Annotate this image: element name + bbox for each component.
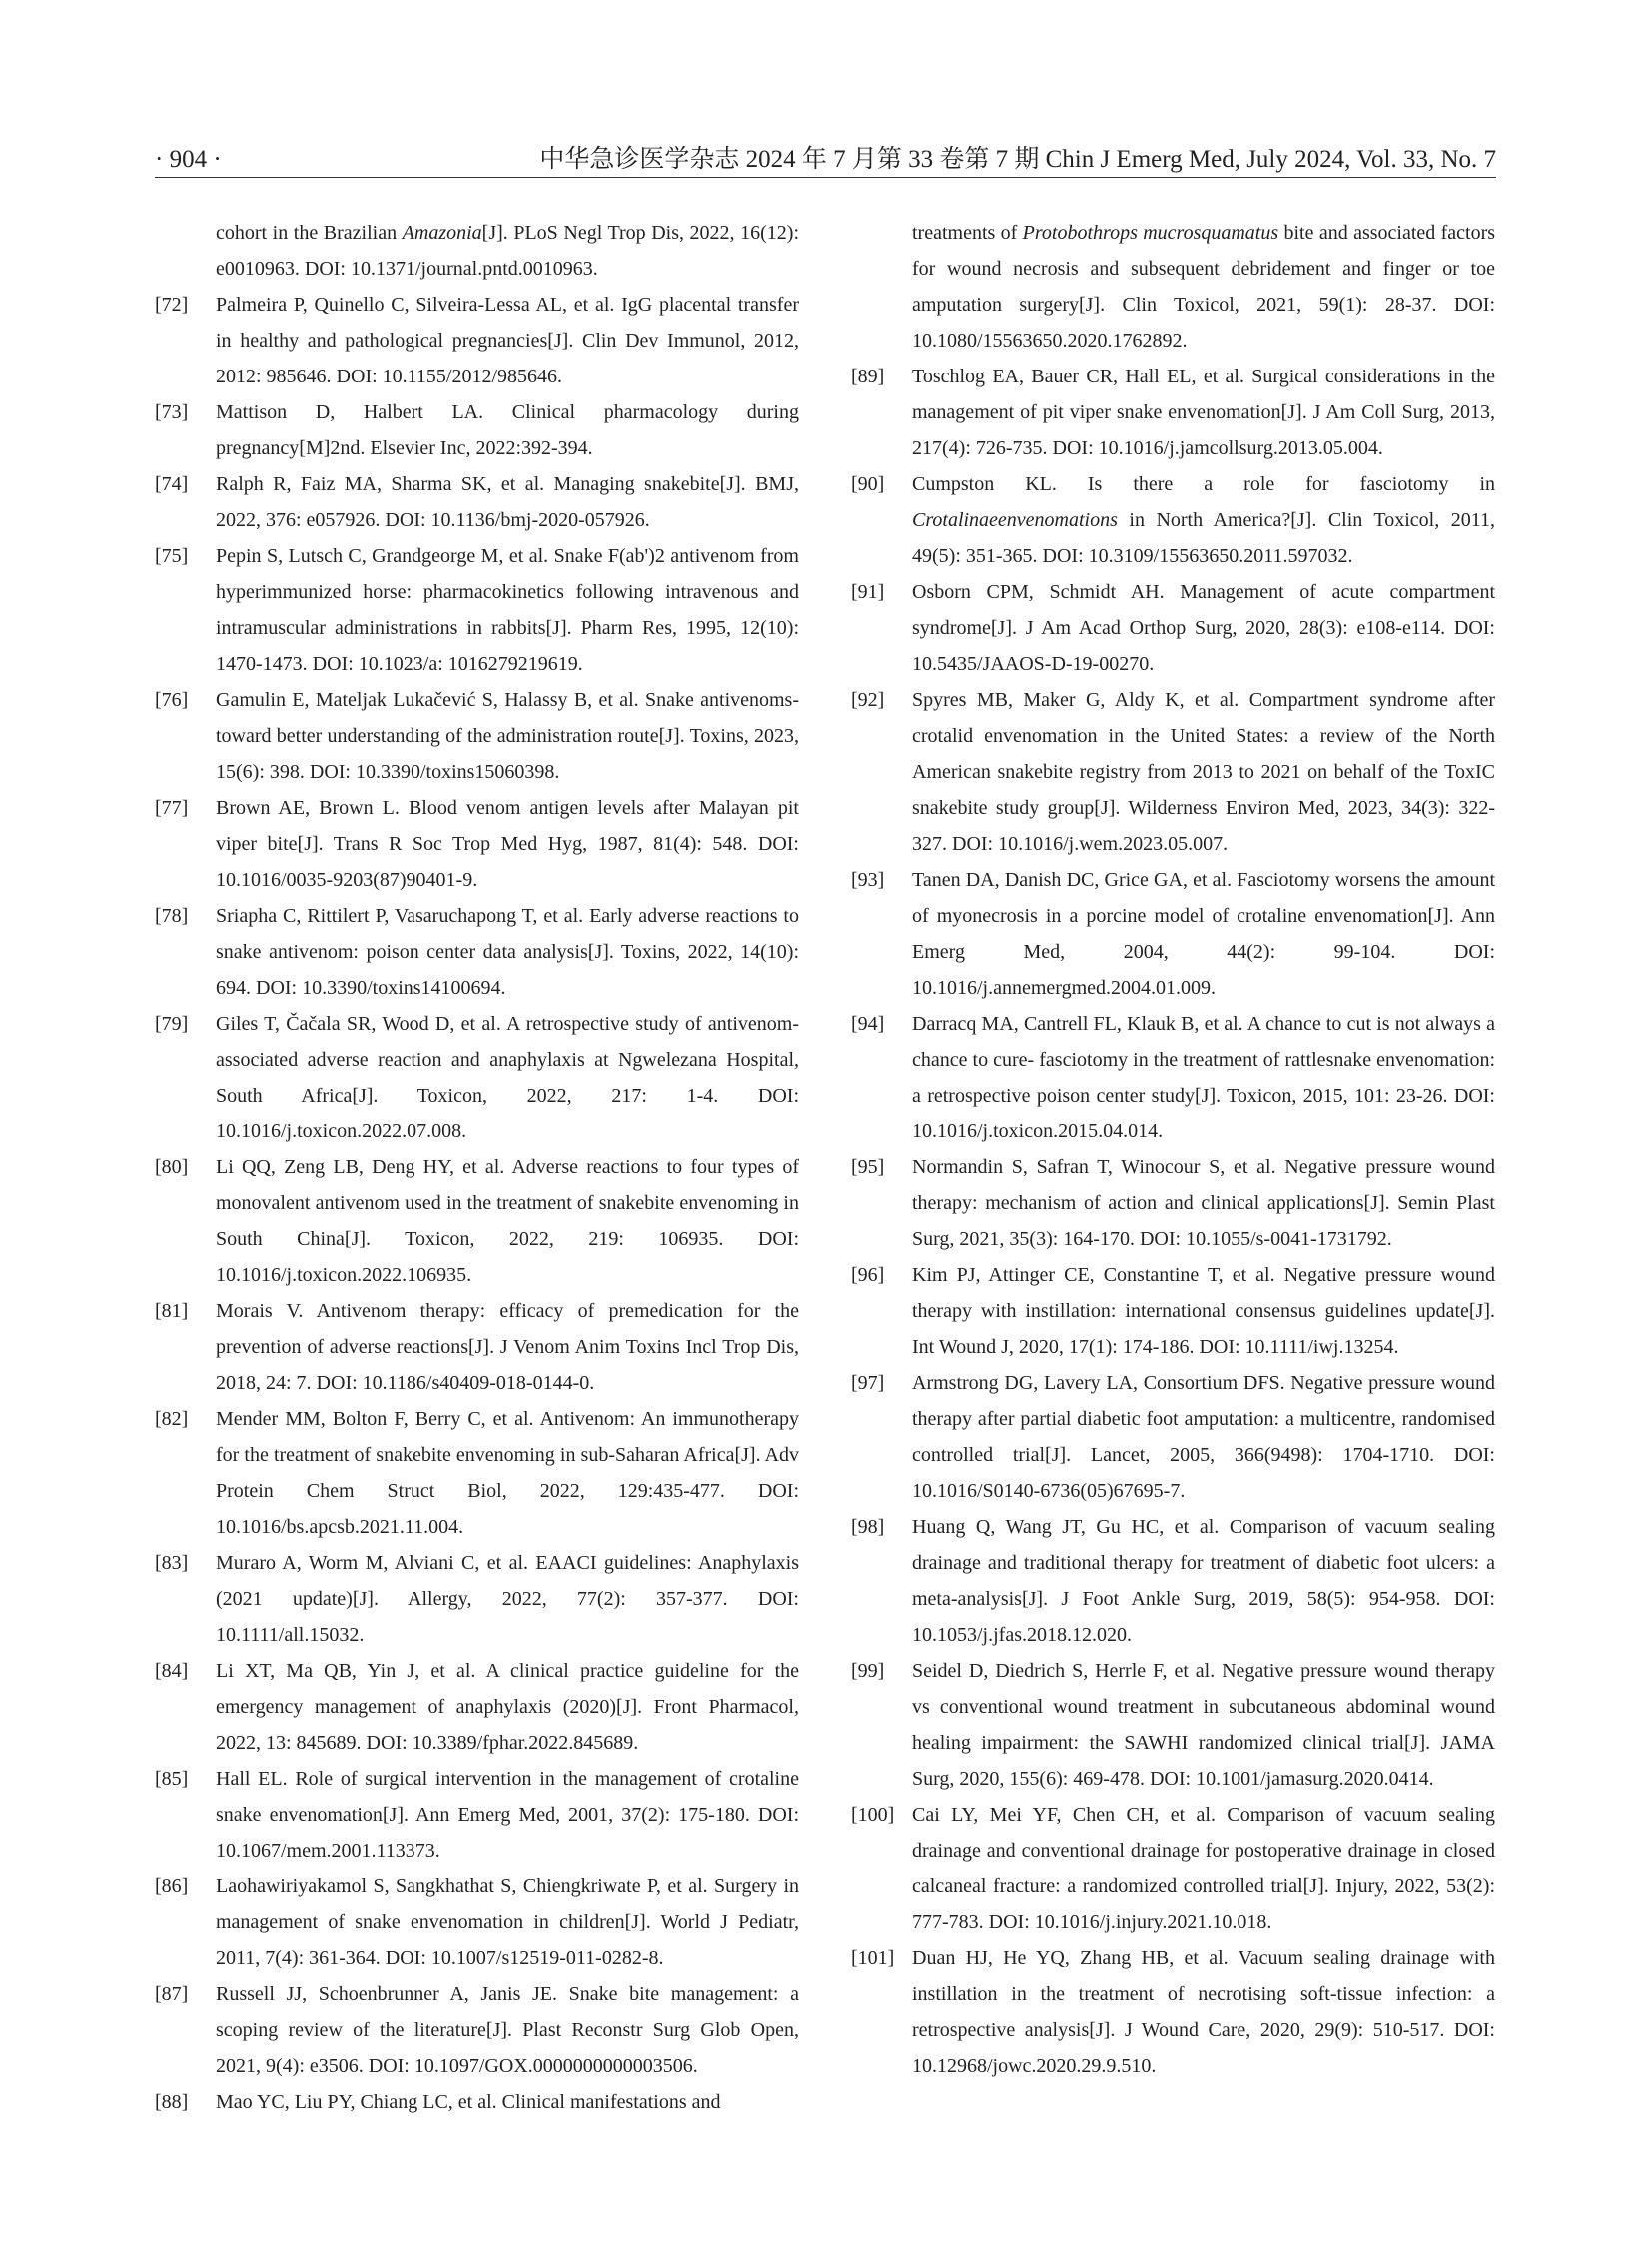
reference-entry [155,1293,799,1401]
reference-number: [93] [851,869,885,891]
reference-text: Morais V. Antivenom therapy: efficacy of premedication for the prevention of adverse reactions[J]. J Venom Anim Toxins Incl Trop Dis, 2018, 24: 7. DOI: 10.1186/s40409-018-0144-0. [216,1300,799,1394]
reference-entry [851,682,1495,862]
reference-entry [155,1653,799,1761]
reference-number: [74] [155,473,189,495]
references-left-column [155,215,799,2120]
reference-number: [89] [851,366,885,387]
page-number: · 904 · [155,146,222,173]
reference-entry [851,1509,1495,1653]
reference-text: Laohawiriyakamol S, Sangkhathat S, Chiengkriwate P, et al. Surgery in management of snake envenomation in children[J]. World J Pediatr, 2011, 7(4): 361-364. DOI: 10.1007/s12519-011-0282-8. [216,1875,799,1969]
reference-text: Cumpston KL. Is there a role for fasciotomy in Crotalinaeenvenomations in North America?[J]. Clin Toxicol, 2011, 49(5): 351-365. DOI: 10.3109/15563650.2011.597032. [912,473,1495,567]
reference-entry [155,682,799,790]
reference-entry [155,287,799,394]
reference-text: treatments of Protobothrops mucrosquamatus bite and associated factors for wound necrosis and subsequent debridement and finger or toe amputation surgery[J]. Clin Toxicol, 2021, 59(1): 28-37. DOI: 10.1080/15563650.2020.1762892. [912,222,1496,352]
reference-number: [87] [155,1983,189,2005]
reference-entry [155,1149,799,1293]
reference-number: [80] [155,1156,189,1178]
reference-entry [155,1545,799,1653]
reference-number: [92] [851,689,885,711]
reference-entry [851,1940,1495,2084]
reference-text: Gamulin E, Mateljak Lukačević S, Halassy B, et al. Snake antivenoms-toward better understanding of the administration route[J]. Toxins, 2023, 15(6): 398. DOI: 10.3390/toxins15060398. [216,689,799,783]
reference-number: [83] [155,1552,189,1574]
reference-number: [85] [155,1768,189,1790]
reference-entry [155,1868,799,1976]
reference-text: Giles T, Čačala SR, Wood D, et al. A retrospective study of antivenom-associated adverse reaction and anaphylaxis at Ngwelezana Hospital, South Africa[J]. Toxicon, 2022, 217: 1-4. DOI: 10.1016/j.toxicon.2022.07.008. [216,1013,799,1142]
reference-number: [96] [851,1264,885,1286]
reference-text: Mattison D, Halbert LA. Clinical pharmacology during pregnancy[M]2nd. Elsevier Inc, 2022:392-394. [216,401,799,459]
reference-number: [90] [851,473,885,495]
reference-number: [91] [851,581,885,603]
reference-number: [101] [851,1947,895,1969]
reference-entry [851,1653,1495,1797]
reference-text: Mao YC, Liu PY, Chiang LC, et al. Clinical manifestations and [216,2091,721,2113]
reference-entry [155,2084,799,2120]
reference-number: [75] [155,545,189,567]
reference-number: [84] [155,1660,189,1682]
reference-text: Kim PJ, Attinger CE, Constantine T, et al. Negative pressure wound therapy with instillation: international consensus guidelines update[J]. Int Wound J, 2020, 17(1): 174-186. DOI: 10.1111/iwj.13254. [912,1264,1495,1358]
reference-number: [100] [851,1804,895,1826]
reference-text: Pepin S, Lutsch C, Grandgeorge M, et al. Snake F(ab')2 antivenom from hyperimmunized horse: pharmacokinetics following intravenous and intramuscular administrations in rabbits[J]. Pharm Res, 1995, 12(10): 1470-1473. DOI: 10.1023/a: 1016279219619. [216,545,799,675]
reference-entry [851,359,1495,466]
reference-number: [99] [851,1660,885,1682]
reference-entry [851,1257,1495,1365]
reference-text: Cai LY, Mei YF, Chen CH, et al. Comparison of vacuum sealing drainage and conventional drainage for postoperative drainage in closed calcaneal fracture: a randomized controlled trial[J]. Injury, 2022, 53(2): 777-783. DOI: 10.1016/j.injury.2021.10.018. [912,1804,1495,1933]
reference-entry [155,538,799,682]
reference-entry [155,394,799,466]
reference-text: Huang Q, Wang JT, Gu HC, et al. Comparison of vacuum sealing drainage and traditional therapy for treatment of diabetic foot ulcers: a meta-analysis[J]. J Foot Ankle Surg, 2019, 58(5): 954-958. DOI: 10.1053/j.jfas.2018.12.020. [912,1516,1495,1646]
reference-text: cohort in the Brazilian Amazonia[J]. PLoS Negl Trop Dis, 2022, 16(12): e0010963. DOI: 10.1371/journal.pntd.0010963. [216,222,800,280]
reference-number: [79] [155,1013,189,1035]
reference-entry [851,1006,1495,1149]
reference-entry [851,1365,1495,1509]
reference-number: [78] [155,905,189,927]
reference-text: Li XT, Ma QB, Yin J, et al. A clinical practice guideline for the emergency management of anaphylaxis (2020)[J]. Front Pharmacol, 2022, 13: 845689. DOI: 10.3389/fphar.2022.845689. [216,1660,799,1754]
reference-text: Palmeira P, Quinello C, Silveira-Lessa AL, et al. IgG placental transfer in healthy and pathological pregnancies[J]. Clin Dev Immunol, 2012, 2012: 985646. DOI: 10.1155/2012/985646. [216,294,799,387]
page-header [155,145,1496,178]
reference-number: [94] [851,1013,885,1035]
reference-number: [81] [155,1300,189,1322]
reference-number: [98] [851,1516,885,1538]
reference-text: Russell JJ, Schoenbrunner A, Janis JE. Snake bite management: a scoping review of the literature[J]. Plast Reconstr Surg Glob Open, 2021, 9(4): e3506. DOI: 10.1097/GOX.0000000000003506. [216,1983,799,2077]
reference-entry [155,1401,799,1545]
reference-entry [155,1006,799,1149]
reference-number: [82] [155,1408,189,1430]
reference-text: Muraro A, Worm M, Alviani C, et al. EAACI guidelines: Anaphylaxis (2021 update)[J]. Allergy, 2022, 77(2): 357-377. DOI: 10.1111/all.15032. [216,1552,799,1646]
reference-text: Seidel D, Diedrich S, Herrle F, et al. Negative pressure wound therapy vs conventional wound treatment in subcutaneous abdominal wound healing impairment: the SAWHI randomized clinical trial[J]. JAMA Surg, 2020, 155(6): 469-478. DOI: 10.1001/jamasurg.2020.0414. [912,1660,1495,1790]
reference-text: Osborn CPM, Schmidt AH. Management of acute compartment syndrome[J]. J Am Acad Orthop Surg, 2020, 28(3): e108-e114. DOI: 10.5435/JAAOS-D-19-00270. [912,581,1495,675]
reference-text: Li QQ, Zeng LB, Deng HY, et al. Adverse reactions to four types of monovalent antivenom used in the treatment of snakebite envenoming in South China[J]. Toxicon, 2022, 219: 106935. DOI: 10.1016/j.toxicon.2022.106935. [216,1156,799,1286]
reference-text: Tanen DA, Danish DC, Grice GA, et al. Fasciotomy worsens the amount of myonecrosis in a porcine model of crotaline envenomation[J]. Ann Emerg Med, 2004, 44(2): 99-104. DOI: 10.1016/j.annemergmed.2004.01.009. [912,869,1495,999]
reference-number: [73] [155,401,189,423]
reference-entry [155,898,799,1006]
reference-entry [155,1761,799,1868]
reference-entry [851,1797,1495,1940]
reference-entry [155,215,799,287]
reference-text: Armstrong DG, Lavery LA, Consortium DFS. Negative pressure wound therapy after partial diabetic foot amputation: a multicentre, randomised controlled trial[J]. Lancet, 2005, 366(9498): 1704-1710. DOI: 10.1016/S0140-6736(05)67695-7. [912,1372,1495,1502]
reference-entry [155,466,799,538]
reference-text: Toschlog EA, Bauer CR, Hall EL, et al. Surgical considerations in the management of pit viper snake envenomation[J]. J Am Coll Surg, 2013, 217(4): 726-735. DOI: 10.1016/j.jamcollsurg.2013.05.004. [912,366,1495,459]
reference-text: Darracq MA, Cantrell FL, Klauk B, et al. A chance to cut is not always a chance to cure- fasciotomy in the treatment of rattlesnake envenomation: a retrospective poison center study[J]. Toxicon, 2015, 101: 23-26. DOI: 10.1016/j.toxicon.2015.04.014. [912,1013,1495,1142]
journal-citation: 中华急诊医学杂志 2024 年 7 月第 33 卷第 7 期 Chin J Emerg Med, July 2024, Vol. 33, No. 7 [539,146,1496,173]
reference-text: Ralph R, Faiz MA, Sharma SK, et al. Managing snakebite[J]. BMJ, 2022, 376: e057926. DOI: 10.1136/bmj-2020-057926. [216,473,799,531]
reference-text: Duan HJ, He YQ, Zhang HB, et al. Vacuum sealing drainage with instillation in the treatment of necrotising soft-tissue infection: a retrospective analysis[J]. J Wound Care, 2020, 29(9): 510-517. DOI: 10.12968/jowc.2020.29.9.510. [912,1947,1495,2077]
reference-number: [76] [155,689,189,711]
reference-number: [95] [851,1156,885,1178]
reference-text: Hall EL. Role of surgical intervention in the management of crotaline snake envenomation[J]. Ann Emerg Med, 2001, 37(2): 175-180. DOI: 10.1067/mem.2001.113373. [216,1768,799,1862]
reference-entry [851,574,1495,682]
reference-number: [86] [155,1875,189,1897]
reference-number: [88] [155,2091,189,2113]
reference-number: [97] [851,1372,885,1394]
reference-number: [77] [155,797,189,819]
reference-text: Spyres MB, Maker G, Aldy K, et al. Compartment syndrome after crotalid envenomation in the United States: a review of the North American snakebite registry from 2013 to 2021 on behalf of the ToxIC snakebite study group[J]. Wilderness Environ Med, 2023, 34(3): 322-327. DOI: 10.1016/j.wem.2023.05.007. [912,689,1495,855]
reference-entry [851,1149,1495,1257]
reference-number: [72] [155,294,189,316]
reference-entry [851,215,1495,359]
reference-text: Mender MM, Bolton F, Berry C, et al. Antivenom: An immunotherapy for the treatment of snakebite envenoming in sub-Saharan Africa[J]. Adv Protein Chem Struct Biol, 2022, 129:435-477. DOI: 10.1016/bs.apcsb.2021.11.004. [216,1408,799,1538]
references-right-column [851,215,1495,2084]
reference-entry [851,466,1495,574]
reference-text: Brown AE, Brown L. Blood venom antigen levels after Malayan pit viper bite[J]. Trans R Soc Trop Med Hyg, 1987, 81(4): 548. DOI: 10.1016/0035-9203(87)90401-9. [216,797,799,891]
reference-entry [155,1976,799,2084]
reference-entry [851,862,1495,1006]
reference-text: Sriapha C, Rittilert P, Vasaruchapong T, et al. Early adverse reactions to snake antivenom: poison center data analysis[J]. Toxins, 2022, 14(10): 694. DOI: 10.3390/toxins14100694. [216,905,799,999]
reference-entry [155,790,799,898]
reference-text: Normandin S, Safran T, Winocour S, et al. Negative pressure wound therapy: mechanism of action and clinical applications[J]. Semin Plast Surg, 2021, 35(3): 164-170. DOI: 10.1055/s-0041-1731792. [912,1156,1495,1250]
